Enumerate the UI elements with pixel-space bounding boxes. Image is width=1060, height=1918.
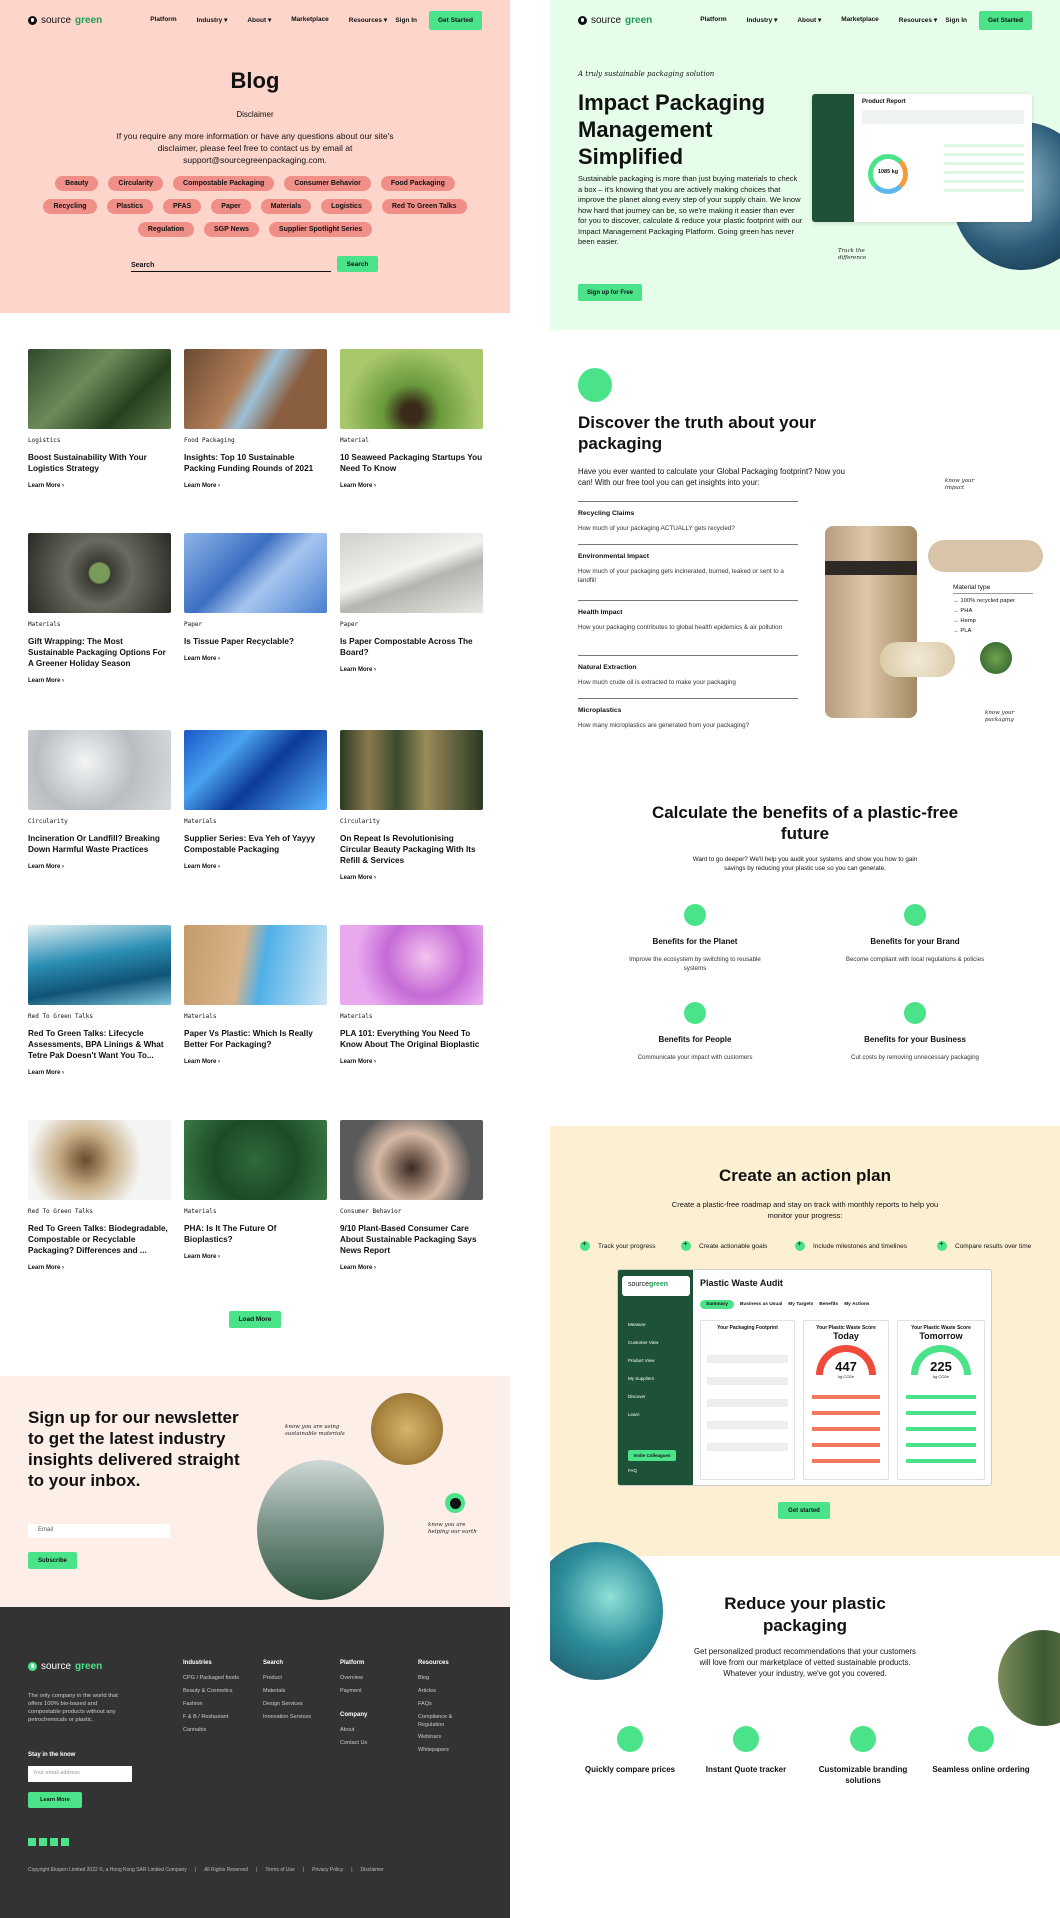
- card-category: Materials: [28, 621, 61, 628]
- blog-card[interactable]: [340, 730, 483, 881]
- audit-logo: sourcegreen: [622, 1276, 690, 1296]
- badge-check-icon: [904, 904, 926, 926]
- sign-in-link[interactable]: Sign In: [395, 16, 417, 24]
- contact-text: If you require any more information or have any questions about our site's disclaimer, please feel free to contact us by email at support@sourcegreenpackaging.com.: [116, 131, 394, 165]
- footer-link[interactable]: Articles: [418, 1688, 437, 1694]
- footer-resources: Resources Blog Articles FAQs Compliance & Regulation Webinars Whitepapers: [418, 1660, 478, 1757]
- footer-link[interactable]: Materials: [263, 1688, 286, 1694]
- nav-resources[interactable]: Resources ▾: [898, 17, 938, 24]
- footer-link[interactable]: Compliance & Regulation: [418, 1714, 453, 1728]
- footer-link[interactable]: Beauty & Cosmetics: [183, 1688, 233, 1694]
- blog-card[interactable]: [28, 1120, 171, 1271]
- feature-compare: Quickly compare prices: [580, 1726, 680, 1775]
- card-image[interactable]: [28, 730, 171, 810]
- nav-platform[interactable]: Platform: [700, 16, 727, 23]
- card-image[interactable]: [28, 349, 171, 429]
- tag-paper[interactable]: Paper: [211, 199, 250, 214]
- logo-icon: [28, 16, 37, 25]
- newsletter-section: [0, 1376, 510, 1608]
- footer-link[interactable]: Overview: [340, 1675, 363, 1681]
- badge-check-icon: [733, 1726, 759, 1752]
- benefits-intro: Want to go deeper? We'll help you audit your systems and show you how to gain savings by reducing your plastic use so you can generate.: [692, 856, 918, 872]
- bullet-compare: + Compare results over time: [937, 1241, 1031, 1251]
- get-started-button[interactable]: Get Started: [429, 11, 482, 30]
- logo[interactable]: source green: [578, 15, 652, 26]
- tag-compostable[interactable]: Compostable Packaging: [173, 176, 274, 191]
- card-title[interactable]: Supplier Series: Eva Yeh of Yayyy Compostable Packaging: [184, 834, 316, 854]
- claim-recycling: Recycling Claims How much of your packaging ACTUALLY gets recycled?: [578, 501, 798, 533]
- blog-card[interactable]: [184, 925, 327, 1065]
- card-category: Materials: [184, 818, 217, 825]
- footer-link[interactable]: Payment: [340, 1688, 362, 1694]
- card-title[interactable]: 9/10 Plant-Based Consumer Care About Sustainable Packaging Says News Report: [340, 1224, 477, 1255]
- today-score-panel: Your Plastic Waste Score Today 447 kg CO2e: [803, 1320, 889, 1480]
- claim-environmental: Environmental Impact How much of your packaging gets incinerated, burned, leaked or sent to a landfill: [578, 544, 798, 585]
- get-started-button[interactable]: Get Started: [979, 11, 1032, 30]
- note-impact: know your impact: [945, 478, 975, 491]
- footer: [0, 1607, 510, 1918]
- footer-link[interactable]: Blog: [418, 1675, 430, 1681]
- nav-links: [700, 16, 937, 24]
- card-category: Materials: [184, 1208, 217, 1215]
- audit-nav-suppliers[interactable]: My Suppliers: [628, 1376, 655, 1381]
- tag-pfas[interactable]: PFAS: [163, 199, 201, 214]
- card-learn-more[interactable]: Learn More ›: [28, 678, 65, 684]
- tag-list: [40, 176, 470, 237]
- card-title[interactable]: PLA 101: Everything You Need To Know About The Original Bioplastic: [340, 1029, 480, 1049]
- footprint-panel: Your Packaging Footprint: [700, 1320, 795, 1480]
- footer-email-input[interactable]: Your email address: [28, 1766, 132, 1782]
- blog-card[interactable]: [28, 730, 171, 870]
- card-learn-more[interactable]: Learn More ›: [340, 667, 377, 673]
- footer-about: The only company in the world that offers 100% bio-based and compostable products without any petrochemicals or plastic.: [28, 1693, 118, 1723]
- tomorrow-score-panel: Your Plastic Waste Score Tomorrow 225 kg CO2e: [897, 1320, 985, 1480]
- sign-in-link[interactable]: Sign In: [945, 16, 967, 24]
- footer-link[interactable]: F & B / Restaurant: [183, 1714, 229, 1720]
- search-button[interactable]: Search: [337, 256, 378, 272]
- footer-legal: Copyright Ekopen Limited 2022 ©, a Hong Kong SAR Limited Company | All Rights Reserved | Terms of Use | Privacy Policy | Disclaimer: [28, 1867, 384, 1873]
- nav-about[interactable]: About ▾: [797, 17, 822, 24]
- card-image[interactable]: [184, 349, 327, 429]
- card-learn-more[interactable]: Learn More ›: [184, 1254, 221, 1260]
- card-learn-more[interactable]: Learn More ›: [340, 875, 377, 881]
- linkedin-icon[interactable]: [39, 1838, 47, 1846]
- tag-supplier[interactable]: Supplier Spotlight Series: [269, 222, 372, 237]
- footer-industries: Industries CPG / Packaged foods Beauty & Cosmetics Fashion F & B / Restaurant Cannabis: [183, 1660, 239, 1737]
- card-title[interactable]: Gift Wrapping: The Most Sustainable Packaging Options For A Greener Holiday Season: [28, 637, 166, 668]
- claim-extraction: Natural Extraction How much crude oil is extracted to make your packaging: [578, 655, 798, 687]
- top-nav: [0, 0, 510, 40]
- leaf-icon: [578, 368, 612, 402]
- audit-nav-product[interactable]: Product View: [628, 1358, 655, 1363]
- card-image[interactable]: [28, 1120, 171, 1200]
- scale-icon: [617, 1726, 643, 1752]
- card-title[interactable]: Is Paper Compostable Across The Board?: [340, 637, 473, 657]
- card-category: Materials: [184, 1013, 217, 1020]
- footer-link[interactable]: CPG / Packaged foods: [183, 1675, 239, 1681]
- card-learn-more[interactable]: Learn More ›: [28, 483, 65, 489]
- terms-link[interactable]: Terms of Use: [265, 1867, 295, 1873]
- note-earth: know you are helping our earth: [428, 1522, 477, 1535]
- card-title[interactable]: Red To Green Talks: Biodegradable, Compostable or Recyclable Packaging? Differences and ...: [28, 1224, 168, 1255]
- nav-about[interactable]: About ▾: [247, 17, 272, 24]
- pellets-image: [880, 642, 955, 677]
- audit-nav-measure[interactable]: Measure: [628, 1322, 646, 1327]
- audit-title: Plastic Waste Audit: [700, 1278, 783, 1288]
- note-materials: know you are using sustainable materials: [285, 1424, 345, 1437]
- blog-card[interactable]: [340, 925, 483, 1065]
- truth-heading: Discover the truth about your packaging: [578, 413, 817, 453]
- card-image[interactable]: [184, 1120, 327, 1200]
- tag-recycling[interactable]: Recycling: [43, 199, 96, 214]
- nav-industry[interactable]: Industry ▾: [196, 17, 228, 24]
- top-nav: [550, 0, 1060, 40]
- invite-button[interactable]: Invite Colleagues: [628, 1450, 676, 1461]
- card-learn-more[interactable]: Learn More ›: [184, 1059, 221, 1065]
- nav-links: [150, 16, 387, 24]
- card-title[interactable]: On Repeat Is Revolutionising Circular Beauty Packaging With Its Refill & Services: [340, 834, 476, 865]
- instagram-icon[interactable]: [61, 1838, 69, 1846]
- truth-intro: Have you ever wanted to calculate your Global Packaging footprint? Now you can! With our free tool you can get insights into your:: [578, 467, 845, 487]
- newsletter-email-input[interactable]: Email: [28, 1524, 170, 1538]
- benefit-brand: Benefits for your Brand Become compliant with local regulations & policies: [840, 904, 990, 964]
- note-track: Track the difference: [838, 248, 867, 261]
- card-category: Red To Green Talks: [28, 1013, 94, 1020]
- stay-label: Stay in the know: [28, 1752, 76, 1758]
- audit-nav-learn[interactable]: Learn: [628, 1412, 640, 1417]
- bullet-milestones: + Include milestones and timelines: [795, 1241, 907, 1251]
- plan-heading: Create an action plan: [719, 1166, 891, 1185]
- bullet-goals: + Create actionable goals: [681, 1241, 767, 1251]
- audit-sidebar: sourcegreen Measure Customer View Product View My Suppliers Discover Learn Invite Colleagues FAQ: [618, 1270, 693, 1486]
- plan-get-started-button[interactable]: Get started: [778, 1502, 830, 1519]
- blog-hero: [0, 0, 510, 313]
- footer-link[interactable]: Cannabis: [183, 1727, 207, 1733]
- card-title[interactable]: Insights: Top 10 Sustainable Packing Funding Rounds of 2021: [184, 453, 314, 473]
- disclaimer-label: Disclaimer: [236, 110, 274, 119]
- card-category: Circularity: [340, 818, 380, 825]
- footer-link[interactable]: About: [340, 1727, 355, 1733]
- feature-ordering: Seamless online ordering: [931, 1726, 1031, 1775]
- blog-card[interactable]: [340, 1120, 483, 1271]
- impact-heading: Impact Packaging Management Simplified: [578, 90, 766, 169]
- social-icons: [28, 1838, 69, 1846]
- claim-health: Health Impact How your packaging contributes to global health epidemics & air pollution: [578, 600, 798, 632]
- tube-image: [825, 526, 917, 718]
- briefcase-icon: [904, 1002, 926, 1024]
- footer-link[interactable]: Innovation Services: [263, 1714, 311, 1720]
- logo-icon: [28, 1662, 37, 1671]
- card-title[interactable]: Is Tissue Paper Recyclable?: [184, 637, 294, 646]
- logo-icon: [578, 16, 587, 25]
- forest-image: [257, 1460, 384, 1600]
- impact-hero: [550, 0, 1060, 330]
- tag-red-to-green[interactable]: Red To Green Talks: [382, 199, 467, 214]
- platform-page: [550, 0, 1060, 1918]
- benefit-planet: Benefits for the Planet Improve the ecosystem by switching to reusable systems: [620, 904, 770, 973]
- blog-card[interactable]: [184, 349, 327, 489]
- plan-intro: Create a plastic-free roadmap and stay on track with monthly reports to help you monitor your progress:: [671, 1200, 939, 1220]
- card-category: Material: [340, 437, 369, 444]
- audit-nav-discover[interactable]: Discover: [628, 1394, 646, 1399]
- logo[interactable]: source green: [28, 15, 102, 26]
- blog-search: [131, 256, 381, 272]
- water-image: [550, 1542, 663, 1680]
- truth-section: [550, 330, 1060, 790]
- blog-card[interactable]: [340, 533, 483, 673]
- feature-quote: Instant Quote tracker: [696, 1726, 796, 1775]
- tag-materials[interactable]: Materials: [261, 199, 311, 214]
- card-category: Food Packaging: [184, 437, 235, 444]
- product-report-mock: [812, 94, 1032, 222]
- tag-beauty[interactable]: Beauty: [55, 176, 98, 191]
- claim-microplastics: Microplastics How many microplastics are generated from your packaging?: [578, 698, 798, 730]
- card-image[interactable]: [184, 730, 327, 810]
- bullet-track: + Track your progress: [580, 1241, 656, 1251]
- card-learn-more[interactable]: Learn More ›: [28, 864, 65, 870]
- subscribe-button[interactable]: Subscribe: [28, 1552, 77, 1569]
- reduce-heading: Reduce your plastic packaging: [724, 1594, 886, 1635]
- tag-consumer[interactable]: Consumer Behavior: [284, 176, 371, 191]
- footer-link[interactable]: Design Services: [263, 1701, 303, 1707]
- tag-regulation[interactable]: Regulation: [138, 222, 194, 237]
- reduce-body: Get personalized product recommendations that your customers will love from our marketplace of vetted sustainable products. Whatever your industry, we've got you covered.: [694, 1647, 916, 1678]
- load-more-button[interactable]: Load More: [229, 1311, 281, 1328]
- straw-image: [371, 1393, 443, 1465]
- audit-nav-customer[interactable]: Customer View: [628, 1340, 659, 1345]
- report-value: 1085 kg: [877, 169, 899, 175]
- footer-link[interactable]: Product: [263, 1675, 282, 1681]
- report-title: Product Report: [862, 99, 906, 105]
- benefit-people: Benefits for People Communicate your impact with customers: [620, 1002, 770, 1062]
- footer-link[interactable]: Contact Us: [340, 1740, 368, 1746]
- card-category: Circularity: [28, 818, 68, 825]
- card-image[interactable]: [340, 1120, 483, 1200]
- card-learn-more[interactable]: Learn More ›: [184, 656, 221, 662]
- search-input[interactable]: Search: [131, 262, 331, 272]
- footer-platform: Platform Overview Payment Company About Contact Us: [340, 1660, 367, 1750]
- card-title[interactable]: PHA: Is It The Future Of Bioplastics?: [184, 1224, 277, 1244]
- blog-card[interactable]: [184, 1120, 327, 1260]
- hand-icon: [850, 1726, 876, 1752]
- card-learn-more[interactable]: Learn More ›: [28, 1070, 65, 1076]
- footer-link[interactable]: Whitepapers: [418, 1747, 449, 1753]
- card-category: Red To Green Talks: [28, 1208, 94, 1215]
- twitter-icon[interactable]: [50, 1838, 58, 1846]
- card-category: Materials: [340, 1013, 373, 1020]
- card-learn-more[interactable]: Learn More ›: [340, 1265, 377, 1271]
- footer-link[interactable]: Webinars: [418, 1734, 442, 1740]
- card-learn-more[interactable]: Learn More ›: [184, 864, 221, 870]
- card-title[interactable]: 10 Seaweed Packaging Startups You Need To Know: [340, 453, 483, 473]
- benefits-heading: Calculate the benefits of a plastic-free future: [651, 803, 959, 843]
- blog-card[interactable]: [28, 349, 171, 489]
- planet-icon: [684, 904, 706, 926]
- nav-resources[interactable]: Resources ▾: [348, 17, 388, 24]
- newsletter-heading: Sign up for our newsletter to get the latest industry insights delivered straight to your inbox.: [28, 1408, 240, 1490]
- card-image[interactable]: [340, 349, 483, 429]
- tag-logistics[interactable]: Logistics: [321, 199, 372, 214]
- privacy-link[interactable]: Privacy Policy: [312, 1867, 344, 1873]
- earth-icon: [445, 1493, 465, 1513]
- blog-card[interactable]: [184, 533, 327, 662]
- learn-more-button[interactable]: Learn More: [28, 1792, 82, 1808]
- nav-platform[interactable]: Platform: [150, 16, 177, 23]
- card-image[interactable]: [340, 730, 483, 810]
- card-category: Paper: [340, 621, 359, 628]
- disclaimer-link[interactable]: Disclaimer: [360, 1867, 384, 1873]
- card-title[interactable]: Incineration Or Landfill? Breaking Down Harmful Waste Practices: [28, 834, 160, 854]
- tagline: A truly sustainable packaging solution: [578, 70, 715, 78]
- card-learn-more[interactable]: Learn More ›: [340, 483, 377, 489]
- plastic-waste-audit-mock: [617, 1269, 992, 1486]
- benefit-business: Benefits for your Business Cut costs by removing unnecessary packaging: [840, 1002, 990, 1062]
- card-image[interactable]: [28, 533, 171, 613]
- material-list: Material type → 100% recycled paper → PHA → Hemp → PLA: [953, 583, 1033, 636]
- person-icon: [684, 1002, 706, 1024]
- page-title: Blog: [230, 68, 280, 93]
- card-image[interactable]: [184, 925, 327, 1005]
- card-title[interactable]: Paper Vs Plastic: Which Is Really Better For Packaging?: [184, 1029, 313, 1049]
- audit-tabs: Summary Business as Usual My Targets Benefits My Actions: [700, 1300, 870, 1309]
- blog-card[interactable]: [184, 730, 327, 870]
- note-packaging: know your packaging: [985, 710, 1015, 723]
- paper-material-image: [928, 540, 1043, 572]
- card-learn-more[interactable]: Learn More ›: [340, 1059, 377, 1065]
- tag-food[interactable]: Food Packaging: [381, 176, 455, 191]
- footer-search: Search Product Materials Design Services Innovation Services: [263, 1660, 311, 1724]
- tag-plastics[interactable]: Plastics: [107, 199, 153, 214]
- card-category: Paper: [184, 621, 203, 628]
- box-icon: [968, 1726, 994, 1752]
- blog-card[interactable]: [340, 349, 483, 489]
- report-sidebar: [812, 94, 854, 222]
- blog-card[interactable]: [28, 925, 171, 1076]
- trees-image: [998, 1630, 1060, 1726]
- card-learn-more[interactable]: Learn More ›: [184, 483, 221, 489]
- nav-industry[interactable]: Industry ▾: [746, 17, 778, 24]
- footer-logo[interactable]: source green: [28, 1661, 102, 1672]
- tag-sgp-news[interactable]: SGP News: [204, 222, 259, 237]
- blog-card[interactable]: [28, 533, 171, 684]
- blog-page: [0, 0, 510, 1918]
- moss-image: [980, 642, 1012, 674]
- card-learn-more[interactable]: Learn More ›: [28, 1265, 65, 1271]
- card-title[interactable]: Red To Green Talks: Lifecycle Assessments, BPA Linings & What Tetre Pak Doesn't Want You To...: [28, 1029, 164, 1060]
- card-category: Consumer Behavior: [340, 1208, 402, 1215]
- card-image[interactable]: [340, 533, 483, 613]
- footer-link[interactable]: Fashion: [183, 1701, 203, 1707]
- card-image[interactable]: [340, 925, 483, 1005]
- tag-circularity[interactable]: Circularity: [108, 176, 163, 191]
- card-image[interactable]: [184, 533, 327, 613]
- feature-branding: Customizable branding solutions: [813, 1726, 913, 1786]
- card-category: Logistics: [28, 437, 61, 444]
- benefits-section: [550, 795, 1060, 1095]
- card-title[interactable]: Boost Sustainability With Your Logistics Strategy: [28, 453, 147, 473]
- footer-link[interactable]: FAQs: [418, 1701, 432, 1707]
- sign-up-free-button[interactable]: Sign up for Free: [578, 284, 642, 301]
- impact-body: Sustainable packaging is more than just buying materials to check a box – it's knowing that you are actively making choices that improve the planet along every step of your supply chain. We know how hard that journey can be, so we're making it easier than ever for you to discover, calculate & reduce your plastic footprint with our Impact Management Packaging Platform. Going green has never been easier.: [578, 174, 803, 246]
- nav-marketplace[interactable]: Marketplace: [291, 16, 329, 23]
- action-plan-section: [550, 1126, 1060, 1556]
- facebook-icon[interactable]: [28, 1838, 36, 1846]
- nav-marketplace[interactable]: Marketplace: [841, 16, 879, 23]
- card-image[interactable]: [28, 925, 171, 1005]
